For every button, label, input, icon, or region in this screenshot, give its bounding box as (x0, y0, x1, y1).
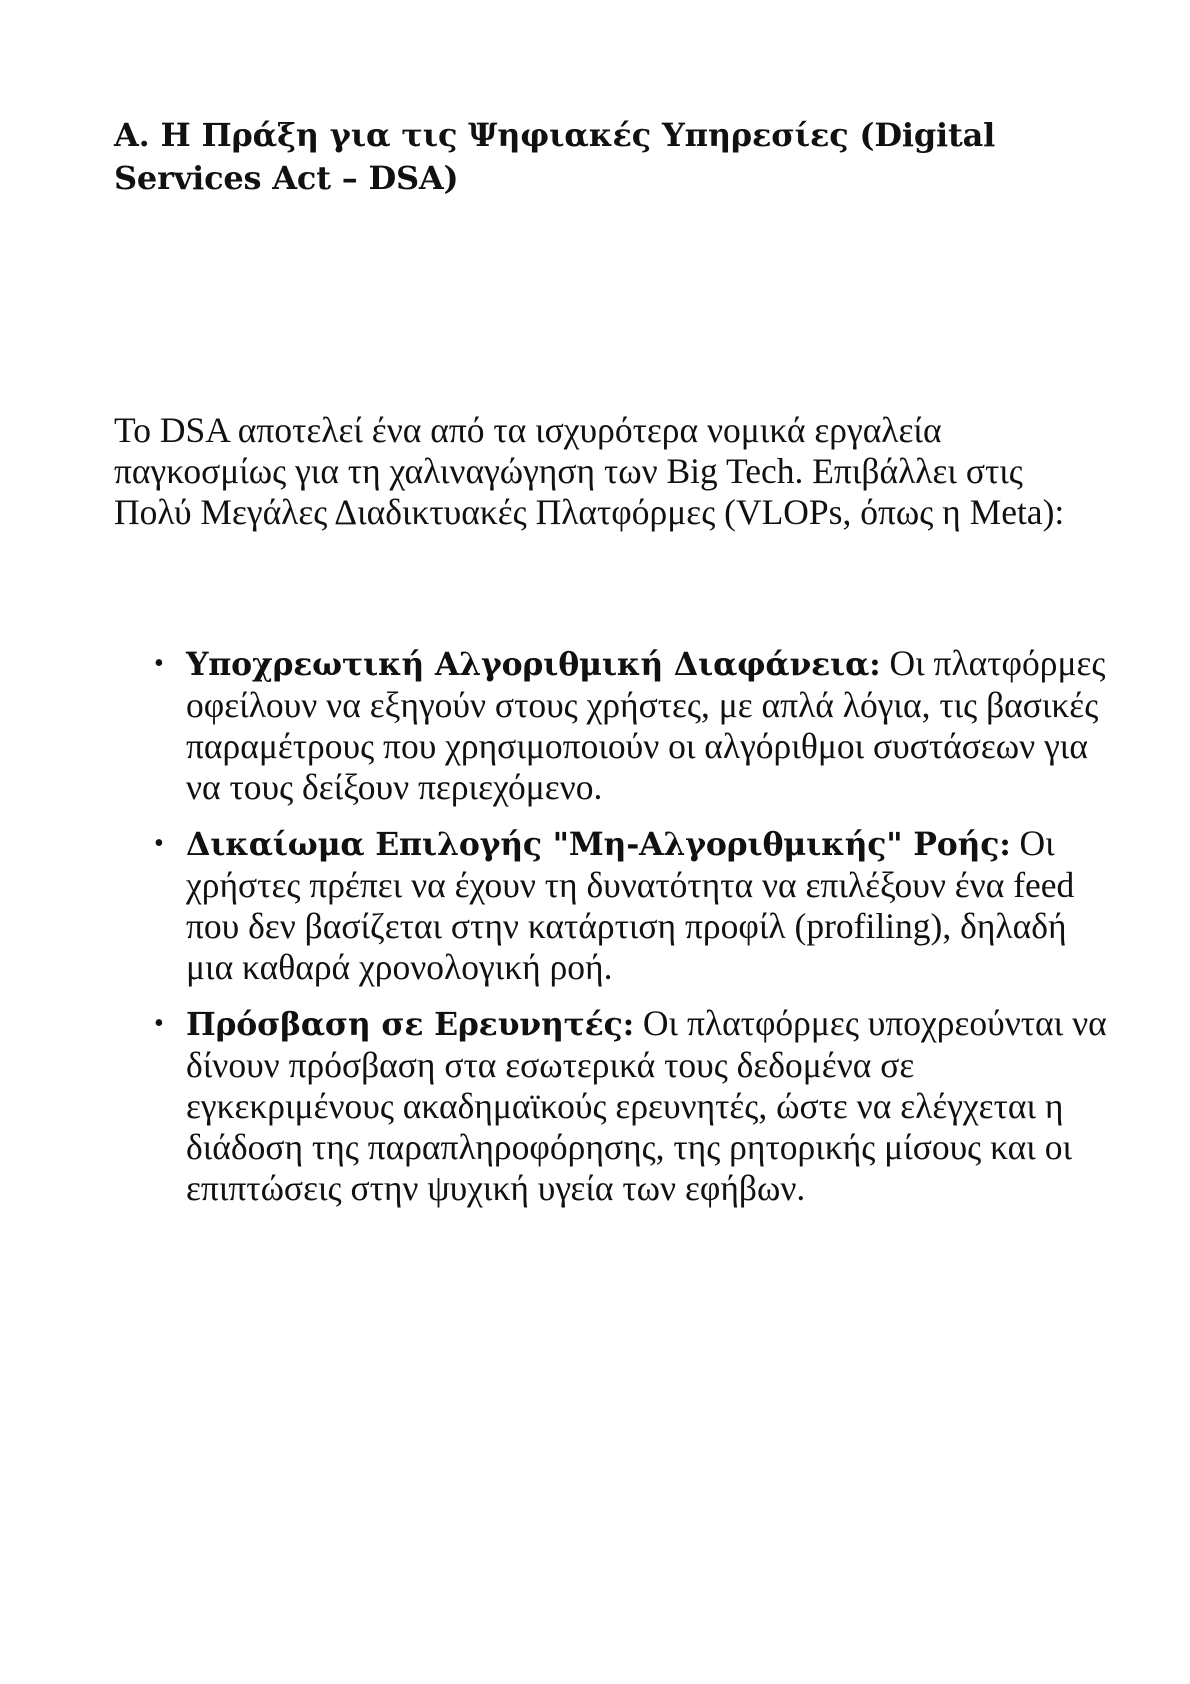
bullet-item-researcher-access (114, 1003, 1114, 1209)
bullet-list (114, 643, 1114, 1224)
bullet-text: Οι πλατφόρμες οφείλουν να εξηγούν στους χρήστες, με απλά λόγια, τις βασικές παραμέτρους που χρησιμοποιούν οι αλγόριθμοι συστάσεων για να τους δείξουν περιεχόμενο. (186, 643, 1106, 807)
bullet-item-transparency (114, 643, 1114, 808)
bullet-text: Οι χρήστες πρέπει να έχουν τη δυνατότητα να επιλέξουν ένα feed που δεν βασίζεται στην κατάρτιση προφίλ (profiling), δηλαδή μια καθαρά χρονολογική ροή. (186, 823, 1075, 987)
bullet-title: Υποχρεωτική Αλγοριθμική Διαφάνεια: (186, 646, 881, 683)
bullet-text: Οι πλατφόρμες υποχρεούνται να δίνουν πρόσβαση στα εσωτερικά τους δεδομένα σε εγκεκριμένους ακαδημαϊκούς ερευνητές, ώστε να ελέγχεται η διάδοση της παραπληροφόρησης, της ρητορικής μίσους και οι επιπτώσεις στην ψυχική υγεία των εφήβων. (186, 1003, 1107, 1208)
bullet-title: Πρόσβαση σε Ερευνητές: (186, 1006, 634, 1043)
bullet-icon: • (154, 828, 164, 859)
section-heading: Α. Η Πράξη για τις Ψηφιακές Υπηρεσίες (Digital Services Act – DSA) (114, 116, 996, 197)
intro-paragraph: Το DSA αποτελεί ένα από τα ισχυρότερα νομικά εργαλεία παγκοσμίως για τη χαλιναγώγηση των Big Tech. Επιβάλλει στις Πολύ Μεγάλες Διαδικτυακές Πλατφόρμες (VLOPs, όπως η Meta): (114, 410, 1065, 532)
bullet-icon: • (154, 1008, 164, 1039)
bullet-icon: • (154, 648, 164, 679)
bullet-item-non-algorithmic-feed (114, 823, 1114, 988)
bullet-title: Δικαίωμα Επιλογής "Μη-Αλγοριθμικής" Ροής: (186, 826, 1011, 863)
